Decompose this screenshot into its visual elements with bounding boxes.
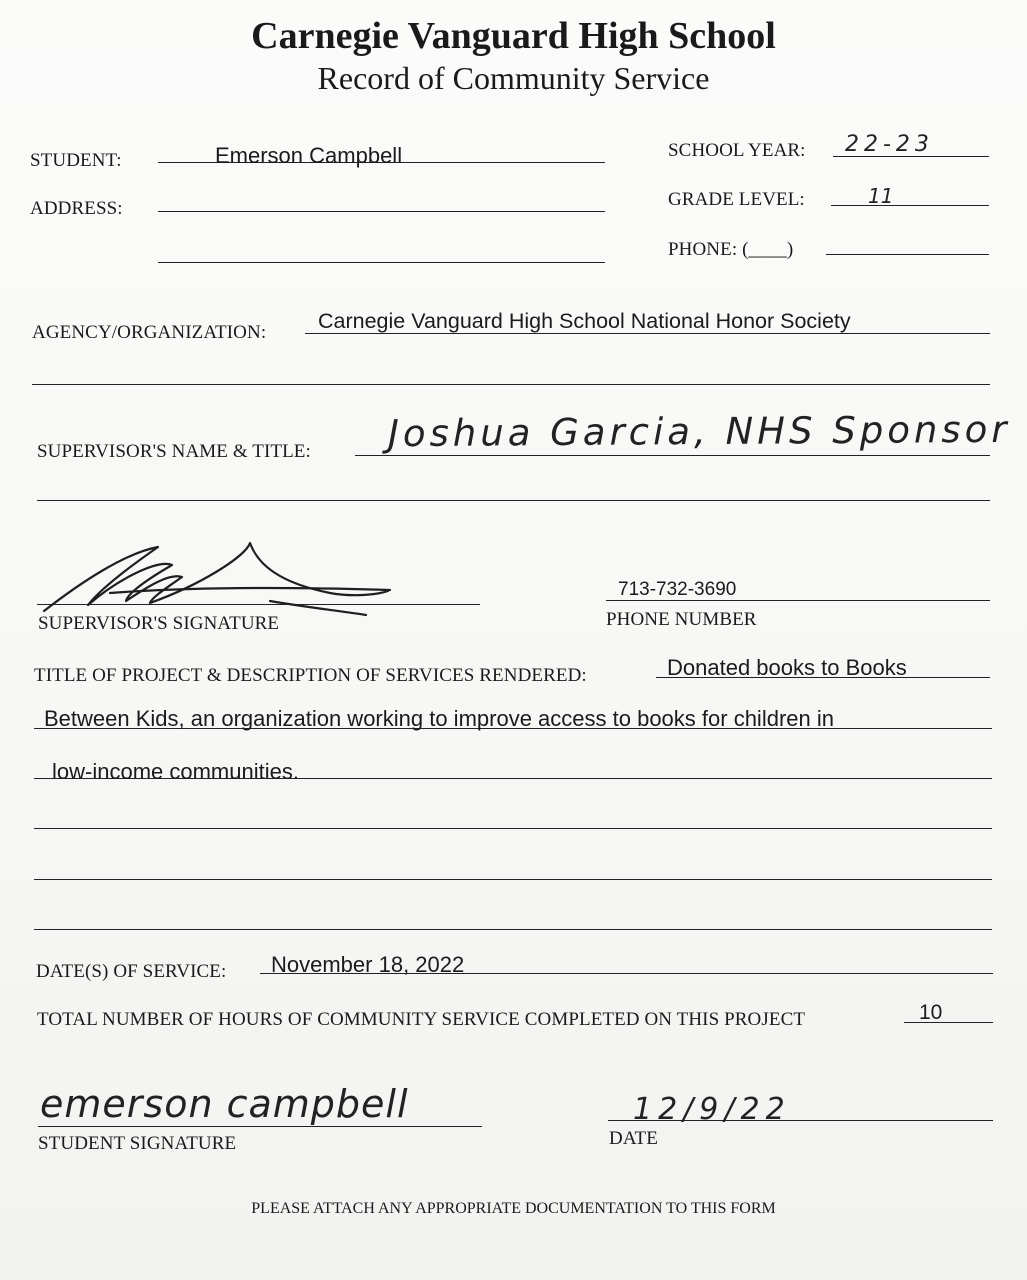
- date-line[interactable]: [608, 1120, 993, 1121]
- supervisor-name-label: SUPERVISOR'S NAME & TITLE:: [37, 441, 311, 462]
- supervisor-signature-label: SUPERVISOR'S SIGNATURE: [38, 613, 280, 634]
- student-label: STUDENT:: [30, 150, 122, 171]
- project-label: TITLE OF PROJECT & DESCRIPTION OF SERVICES RENDERED:: [34, 665, 587, 686]
- student-signature-value: emerson campbell: [40, 1082, 409, 1126]
- dates-of-service-label: DATE(S) OF SERVICE:: [36, 961, 227, 982]
- hours-value: 10: [919, 1001, 943, 1024]
- supervisor-signature-drawing: [40, 535, 400, 620]
- student-signature-line[interactable]: [38, 1126, 482, 1127]
- project-line-5[interactable]: [34, 879, 992, 880]
- project-line2-value: Between Kids, an organization working to improve access to books for children in: [44, 706, 834, 731]
- hours-line[interactable]: [904, 1022, 993, 1023]
- supervisor-phone-line[interactable]: [606, 600, 990, 601]
- student-name-value: Emerson Campbell: [215, 143, 403, 168]
- dates-of-service-value: November 18, 2022: [271, 952, 465, 977]
- grade-level-value: 11: [868, 184, 894, 208]
- address-line-2[interactable]: [158, 262, 605, 263]
- school-year-value: 22-23: [845, 132, 934, 157]
- form-subtitle: Record of Community Service: [317, 60, 710, 96]
- date-label: DATE: [609, 1128, 658, 1149]
- date-value: 12/9/22: [633, 1092, 791, 1127]
- grade-level-label: GRADE LEVEL:: [668, 189, 805, 210]
- school-year-label: SCHOOL YEAR:: [668, 140, 806, 161]
- phone-line[interactable]: [826, 254, 989, 255]
- supervisor-signature-line[interactable]: [37, 604, 480, 605]
- supervisor-name-line-2[interactable]: [37, 500, 990, 501]
- hours-label: TOTAL NUMBER OF HOURS OF COMMUNITY SERVICE COMPLETED ON THIS PROJECT: [37, 1009, 806, 1030]
- supervisor-phone-label: PHONE NUMBER: [606, 609, 757, 630]
- supervisor-name-line[interactable]: [355, 455, 990, 456]
- address-line-1[interactable]: [158, 211, 605, 212]
- project-line-6[interactable]: [34, 929, 992, 930]
- agency-label: AGENCY/ORGANIZATION:: [32, 322, 267, 343]
- agency-value: Carnegie Vanguard High School National Honor Society: [318, 309, 851, 333]
- student-signature-label: STUDENT SIGNATURE: [38, 1133, 237, 1154]
- address-label: ADDRESS:: [30, 198, 123, 219]
- supervisor-phone-value: 713-732-3690: [618, 579, 737, 600]
- school-title: Carnegie Vanguard High School: [251, 15, 776, 57]
- agency-line-2[interactable]: [32, 384, 990, 385]
- supervisor-name-value: Joshua Garcia, NHS Sponsor: [387, 407, 1011, 456]
- grade-level-line[interactable]: [831, 205, 989, 206]
- project-line3-value: low-income communities.: [52, 759, 299, 784]
- footer-note: PLEASE ATTACH ANY APPROPRIATE DOCUMENTATION TO THIS FORM: [251, 1200, 776, 1217]
- project-line1-value: Donated books to Books: [667, 655, 907, 680]
- project-line-4[interactable]: [34, 828, 992, 829]
- phone-label: PHONE: (____): [668, 239, 794, 260]
